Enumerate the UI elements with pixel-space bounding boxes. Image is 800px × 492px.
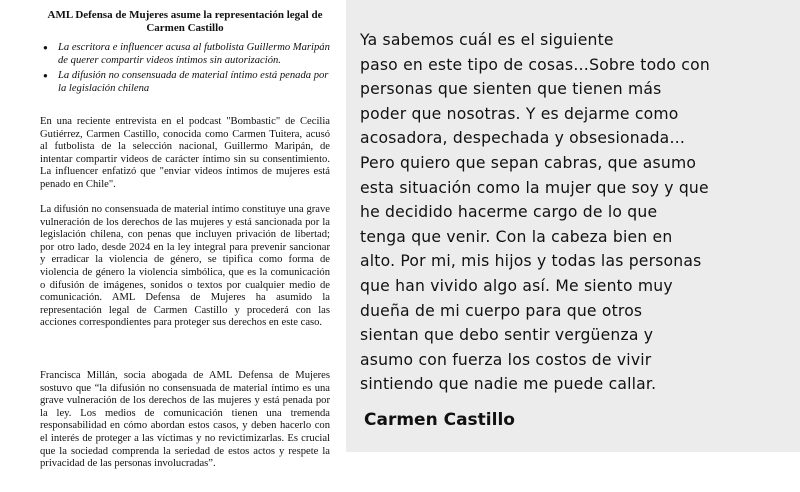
quote-line: Pero quiero que sepan cabras, que asumo — [360, 153, 697, 172]
quote-line: esta situación como la mujer que soy y que — [360, 178, 709, 197]
summary-bullet: ● La difusión no consensuada de material íntimo está penada por la legislación chilena — [40, 70, 330, 95]
statement-panel — [346, 0, 800, 452]
quote-line: personas que sienten que tienen más — [360, 80, 662, 99]
quote-line: Ya sabemos cuál es el siguiente — [360, 31, 614, 49]
press-release-panel — [0, 0, 340, 492]
quote-line: tenga que venir. Con la cabeza bien en — [360, 227, 673, 246]
quote-line: asumo con fuerza los costos de vivir — [360, 350, 652, 369]
bottom-margin — [346, 452, 800, 492]
summary-bullets — [40, 42, 330, 98]
article-title — [40, 9, 330, 35]
article-title-line-1: AML Defensa de Mujeres asume la representación legal de — [47, 9, 323, 21]
quote-line: he decidido hacerme cargo de lo que — [360, 203, 658, 222]
article-paragraph-1: En una reciente entrevista en el podcast "Bombastic" de Cecilia Gutiérrez, Carmen Castillo, conocida como Carmen Tuitera, acusó al futbolista de la selección nacional, Guillermo Maripán, de intentar compartir videos de carácter íntimo sin su consentimiento. La influencer enfatizó que "enviar videos íntimos de mujeres está penado en Chile". — [40, 116, 330, 190]
summary-bullet: ● La escritora e influencer acusa al futbolista Guillermo Maripán de querer compartir videos íntimos sin autorización. — [40, 42, 330, 67]
quote-line: dueña de mi cuerpo para que otros — [360, 301, 643, 320]
quote-line: paso en este tipo de cosas…Sobre todo con — [360, 55, 710, 74]
article-paragraph-3: Francisca Millán, socia abogada de AML Defensa de Mujeres sostuvo que “la difusión no consensuada de material íntimo es una grave vulneración de los derechos de las mujeres y está penada por la ley. Los medios de comunicación tienen una tremenda responsabilidad en cómo abordan estos casos, y deben hacerlo con el interés de proteger a las víctimas y no revictimizarlas. Es crucial que la sociedad comprenda la seriedad de estos actos y respete la privacidad de las personas involucradas”. — [40, 370, 330, 470]
article-title-line-2: Carmen Castillo — [146, 22, 224, 34]
quote-line: que han vivido algo así. Me siento muy — [360, 276, 673, 295]
statement-author: Carmen Castillo — [364, 410, 515, 430]
quote-line: sintiendo que nadie me puede callar. — [360, 375, 657, 394]
quote-line: poder que nosotras. Y es dejarme como — [360, 104, 679, 123]
quote-line: alto. Por mi, mis hijos y todas las personas — [360, 252, 702, 271]
statement-quote — [360, 28, 794, 397]
quote-line: acosadora, despechada y obsesionada… — [360, 129, 686, 148]
article-paragraph-2: La difusión no consensuada de material íntimo constituye una grave vulneración de los derechos de las mujeres y está sancionada por la legislación chilena, con penas que incluyen privación de libertad; por otro lado, desde 2024 en la ley integral para prevenir sancionar y erradicar la violencia de género, se tipifica como forma de violencia de género la violencia simbólica, que es la comunicación o difusión de imágenes, sonidos o textos por cualquier medio de comunicación. AML Defensa de Mujeres ha asumido la representación legal de Carmen Castillo y procederá con las acciones correspondientes para proteger sus derechos en este caso. — [40, 204, 330, 329]
quote-line: sientan que debo sentir vergüenza y — [360, 326, 654, 345]
